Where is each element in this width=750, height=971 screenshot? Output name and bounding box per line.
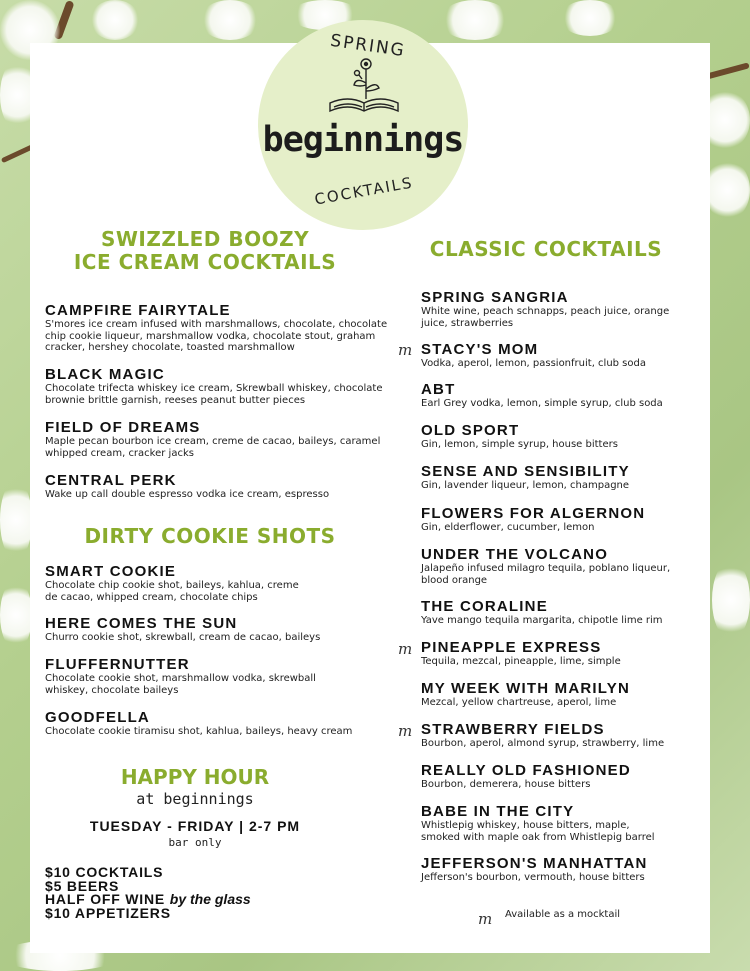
swizzled-title-line1: SWIZZLED BOOZY (100, 227, 310, 251)
item-name: OLD SPORT (421, 422, 520, 439)
menu-item (45, 302, 390, 354)
mocktail-legend: Available as a mocktail (505, 909, 621, 920)
item-desc: Earl Grey vodka, lemon, simple syrup, club soda (421, 398, 663, 409)
item-name: BABE IN THE CITY (421, 803, 575, 820)
item-desc: Wake up call double espresso vodka ice cream, espresso (45, 489, 330, 500)
logo-spring-text: SPRING (329, 30, 407, 62)
item-name: FIELD OF DREAMS (45, 419, 201, 436)
happy-hour-location: at beginnings (136, 790, 254, 808)
deal-suffix: by the glass (169, 891, 251, 907)
menu-item (421, 639, 671, 668)
menu-item (421, 422, 671, 451)
item-name: THE CORALINE (421, 598, 548, 615)
happy-hour-deals (45, 866, 365, 920)
item-desc: Chocolate chip cookie shot, baileys, kahlua, creme de cacao, whipped cream, chocolate chips (45, 580, 299, 603)
item-name: BLACK MAGIC (45, 366, 165, 383)
item-desc: Gin, elderflower, cucumber, lemon (421, 522, 595, 533)
menu-item (421, 721, 671, 750)
deal-line: $10 APPETIZERS (45, 904, 171, 921)
menu-item (421, 381, 671, 410)
item-desc: S'mores ice cream infused with marshmallows, chocolate, chocolate chip cookie liqueur, marshmallow vodka, chocolate stout, graham cracker, hershey chocolate, toasted marshmallow (45, 319, 388, 353)
item-desc: Bourbon, demerera, house bitters (421, 779, 591, 790)
deal-line: $10 COCKTAILS (45, 864, 164, 880)
item-desc: Gin, lavender liqueur, lemon, champagne (421, 480, 630, 491)
logo-cocktails-text: COCKTAILS (313, 173, 415, 209)
item-name: PINEAPPLE EXPRESS (421, 639, 602, 656)
item-desc: Yave mango tequila margarita, chipotle lime rim (421, 615, 663, 626)
item-desc: Chocolate cookie tiramisu shot, kahlua, baileys, heavy cream (45, 726, 353, 737)
item-desc: Chocolate trifecta whiskey ice cream, Skrewball whiskey, chocolate brownie brittle garnish, reeses peanut butter pieces (45, 383, 383, 406)
mocktail-mark-icon: m (398, 341, 413, 359)
menu-item (45, 419, 390, 459)
item-name: FLOWERS FOR ALGERNON (421, 505, 646, 522)
item-desc: Jalapeño infused milagro tequila, poblano liqueur, blood orange (421, 563, 671, 586)
happy-hour-title: HAPPY HOUR (120, 765, 270, 789)
menu-item (421, 546, 671, 586)
item-desc: Gin, lemon, simple syrup, house bitters (421, 439, 618, 450)
item-name: SMART COOKIE (45, 563, 177, 580)
classic-section-title: CLASSIC COCKTAILS (429, 237, 663, 261)
book-flower-icon (326, 55, 402, 119)
item-desc: Chocolate cookie shot, marshmallow vodka, skrewball whiskey, chocolate baileys (45, 673, 316, 696)
item-desc: Mezcal, yellow chartreuse, aperol, lime (421, 697, 617, 708)
item-desc: Jefferson's bourbon, vermouth, house bitters (421, 872, 645, 883)
logo-wordmark: beginnings (262, 120, 464, 160)
item-name: JEFFERSON'S MANHATTAN (421, 855, 648, 872)
happy-hour-bar-only: bar only (168, 836, 222, 849)
item-desc: Maple pecan bourbon ice cream, creme de cacao, baileys, caramel whipped cream, cracker jacks (45, 436, 381, 459)
menu-item (421, 505, 671, 534)
deal-line: $5 BEERS (45, 877, 120, 894)
item-name: STRAWBERRY FIELDS (421, 721, 605, 738)
happy-hour-days: TUESDAY - FRIDAY | 2-7 PM (89, 818, 301, 834)
item-name: REALLY OLD FASHIONED (421, 762, 631, 779)
menu-item (421, 598, 671, 627)
item-name: CAMPFIRE FAIRYTALE (45, 302, 231, 319)
menu-item (45, 366, 390, 406)
menu-item (45, 563, 390, 603)
menu-item (421, 762, 671, 791)
menu-item (45, 472, 390, 501)
menu-item (45, 656, 390, 696)
menu-item (421, 803, 671, 843)
menu-item (421, 341, 671, 370)
swizzled-section-title (45, 228, 365, 274)
menu-item (45, 709, 390, 738)
item-name: UNDER THE VOLCANO (421, 546, 609, 563)
item-desc: Whistlepig whiskey, house bitters, maple, smoked with maple oak from Whistlepig barrel (421, 820, 655, 843)
menu-item (421, 680, 671, 709)
item-name: HERE COMES THE SUN (45, 615, 238, 632)
item-name: CENTRAL PERK (45, 472, 177, 489)
menu-item (421, 289, 671, 329)
item-name: GOODFELLA (45, 709, 150, 726)
item-name: FLUFFERNUTTER (45, 656, 190, 673)
deal-text: HALF OFF WINE (45, 891, 166, 907)
swizzled-title-line2: ICE CREAM COCKTAILS (73, 250, 337, 274)
item-desc: Tequila, mezcal, pineapple, lime, simple (421, 656, 621, 667)
menu-item (421, 855, 671, 884)
mocktail-mark-icon: m (398, 722, 413, 740)
item-name: SPRING SANGRIA (421, 289, 569, 306)
item-desc: Vodka, aperol, lemon, passionfruit, club soda (421, 358, 646, 369)
shots-section-title: DIRTY COOKIE SHOTS (84, 524, 336, 548)
item-name: MY WEEK WITH MARILYN (421, 680, 631, 697)
menu-item (45, 615, 390, 644)
item-desc: Bourbon, aperol, almond syrup, strawberry, lime (421, 738, 665, 749)
item-name: SENSE AND SENSIBILITY (421, 463, 630, 480)
mocktail-mark-icon: m (478, 910, 493, 928)
item-desc: White wine, peach schnapps, peach juice, orange juice, strawberries (421, 306, 670, 329)
item-name: STACY'S MOM (421, 341, 539, 358)
item-name: ABT (421, 381, 456, 398)
item-desc: Churro cookie shot, skrewball, cream de cacao, baileys (45, 632, 321, 643)
menu-item (421, 463, 671, 492)
mocktail-mark-icon: m (398, 640, 413, 658)
